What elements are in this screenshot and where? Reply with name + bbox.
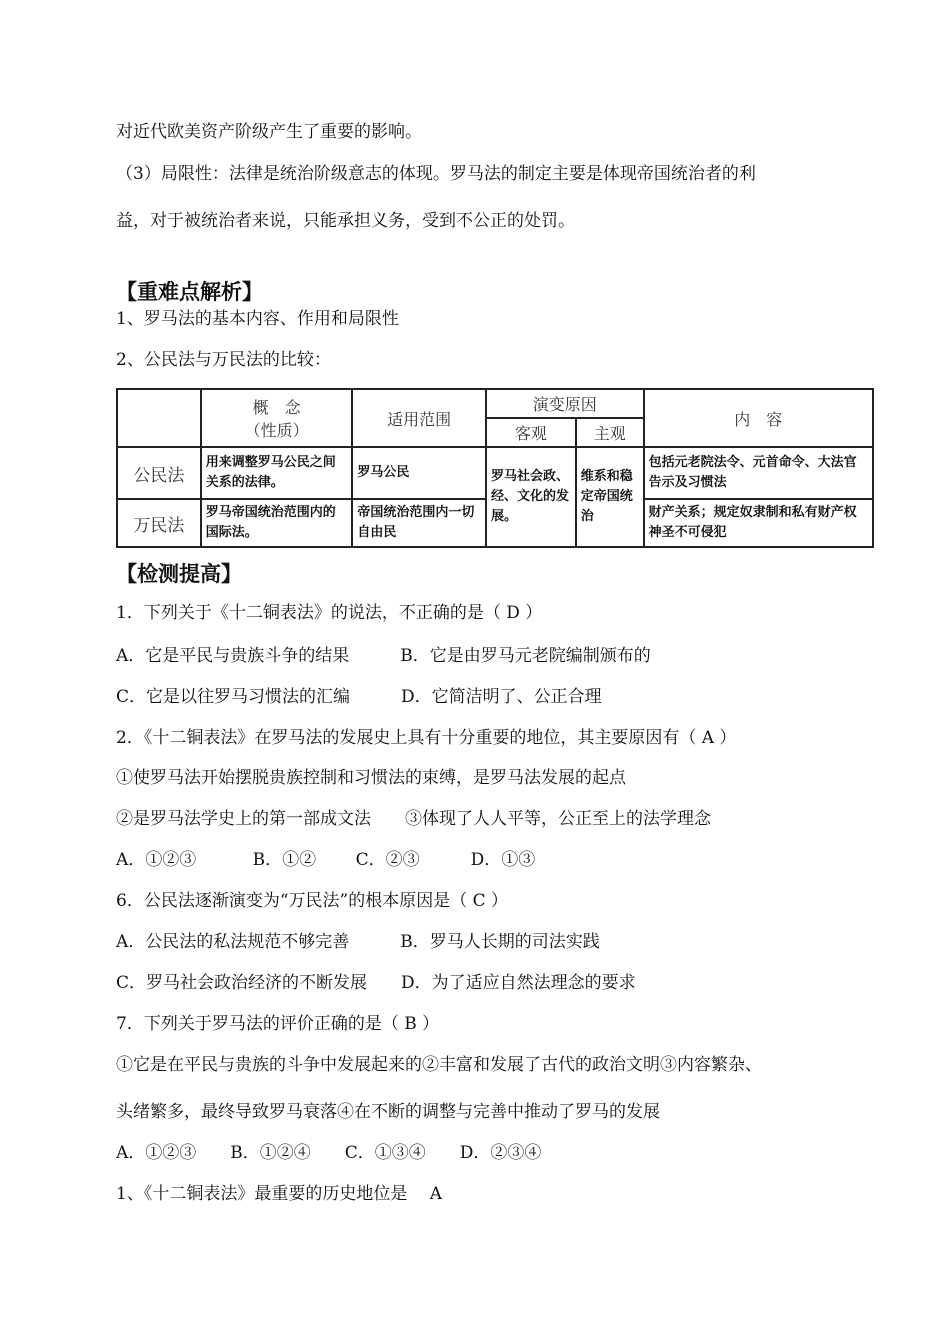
intro-line-2: （3）局限性：法律是统治阶级意志的体现。罗马法的制定主要是体现帝国统治者的利 (116, 164, 756, 184)
key-point-2: 2、公民法与万民法的比较： (116, 350, 331, 370)
practice-line: A．①②③ B．①②④ C．①③④ D．②③④ (116, 1143, 542, 1163)
header-content: 内 容 (644, 389, 873, 447)
intro-line-3: 益，对于被统治者来说，只能承担义务，受到不公正的处罚。 (116, 211, 575, 231)
header-objective: 客观 (486, 418, 576, 447)
section-title-key-points: 【重难点解析】 (116, 280, 263, 304)
practice-line: A．它是平民与贵族斗争的结果 B．它是由罗马元老院编制颁布的 (116, 646, 651, 666)
law-of-nations-scope: 帝国统治范围内一切自由民 (352, 499, 486, 547)
law-of-nations-content: 财产关系；规定奴隶制和私有财产权神圣不可侵犯 (644, 499, 873, 547)
practice-line: ①它是在平民与贵族的斗争中发展起来的②丰富和发展了古代的政治文明③内容繁杂、 (116, 1055, 762, 1075)
practice-line: ②是罗马法学史上的第一部成文法 ③体现了人人平等，公正至上的法学理念 (116, 809, 711, 829)
practice-line: C．罗马社会政治经济的不断发展 D．为了适应自然法理念的要求 (116, 973, 636, 993)
practice-line: ①使罗马法开始摆脱贵族控制和习惯法的束缚，是罗马法发展的起点 (116, 768, 626, 788)
practice-line: 头绪繁多，最终导致罗马衰落④在不断的调整与完善中推动了罗马的发展 (116, 1102, 660, 1122)
practice-line: 1、《十二铜表法》最重要的历史地位是 A (116, 1184, 442, 1204)
practice-line: C．它是以往罗马习惯法的汇编 D．它简洁明了、公正合理 (116, 687, 602, 707)
practice-line: A．公民法的私法规范不够完善 B．罗马人长期的司法实践 (116, 932, 600, 952)
practice-line: 7．下列关于罗马法的评价正确的是（ B ） (116, 1014, 440, 1034)
subjective-cause-cell: 维系和稳定帝国统治 (576, 447, 644, 547)
header-subjective: 主观 (576, 418, 644, 447)
key-point-1: 1、罗马法的基本内容、作用和局限性 (116, 309, 399, 329)
section-title-practice: 【检测提高】 (116, 562, 242, 586)
civil-law-content: 包括元老院法令、元首命令、大法官告示及习惯法 (644, 447, 873, 499)
law-of-nations-concept: 罗马帝国统治范围内的国际法。 (201, 499, 353, 547)
intro-line-1: 对近代欧美资产阶级产生了重要的影响。 (116, 122, 422, 142)
practice-line: 1．下列关于《十二铜表法》的说法，不正确的是（ D ） (116, 603, 543, 623)
row-name-civil-law: 公民法 (117, 447, 201, 499)
header-scope: 适用范围 (352, 389, 486, 447)
header-concept-sub: （性质） (244, 421, 309, 440)
header-cause: 演变原因 (486, 389, 644, 418)
practice-line: 2．《十二铜表法》在罗马法的发展史上具有十分重要的地位，其主要原因有（ A ） (116, 728, 737, 748)
header-concept-label: 概 念 (252, 398, 301, 417)
table-corner-cell (117, 389, 201, 447)
objective-cause-cell: 罗马社会政、经、文化的发展。 (486, 447, 576, 547)
civil-law-concept: 用来调整罗马公民之间关系的法律。 (201, 447, 353, 499)
practice-line: A．①②③ B．①② C．②③ D．①③ (116, 850, 536, 870)
comparison-table (116, 388, 874, 548)
header-concept (201, 389, 353, 447)
practice-line: 6．公民法逐渐演变为“万民法”的根本原因是（ C ） (116, 891, 509, 911)
civil-law-scope: 罗马公民 (352, 447, 486, 499)
row-name-law-of-nations: 万民法 (117, 499, 201, 547)
